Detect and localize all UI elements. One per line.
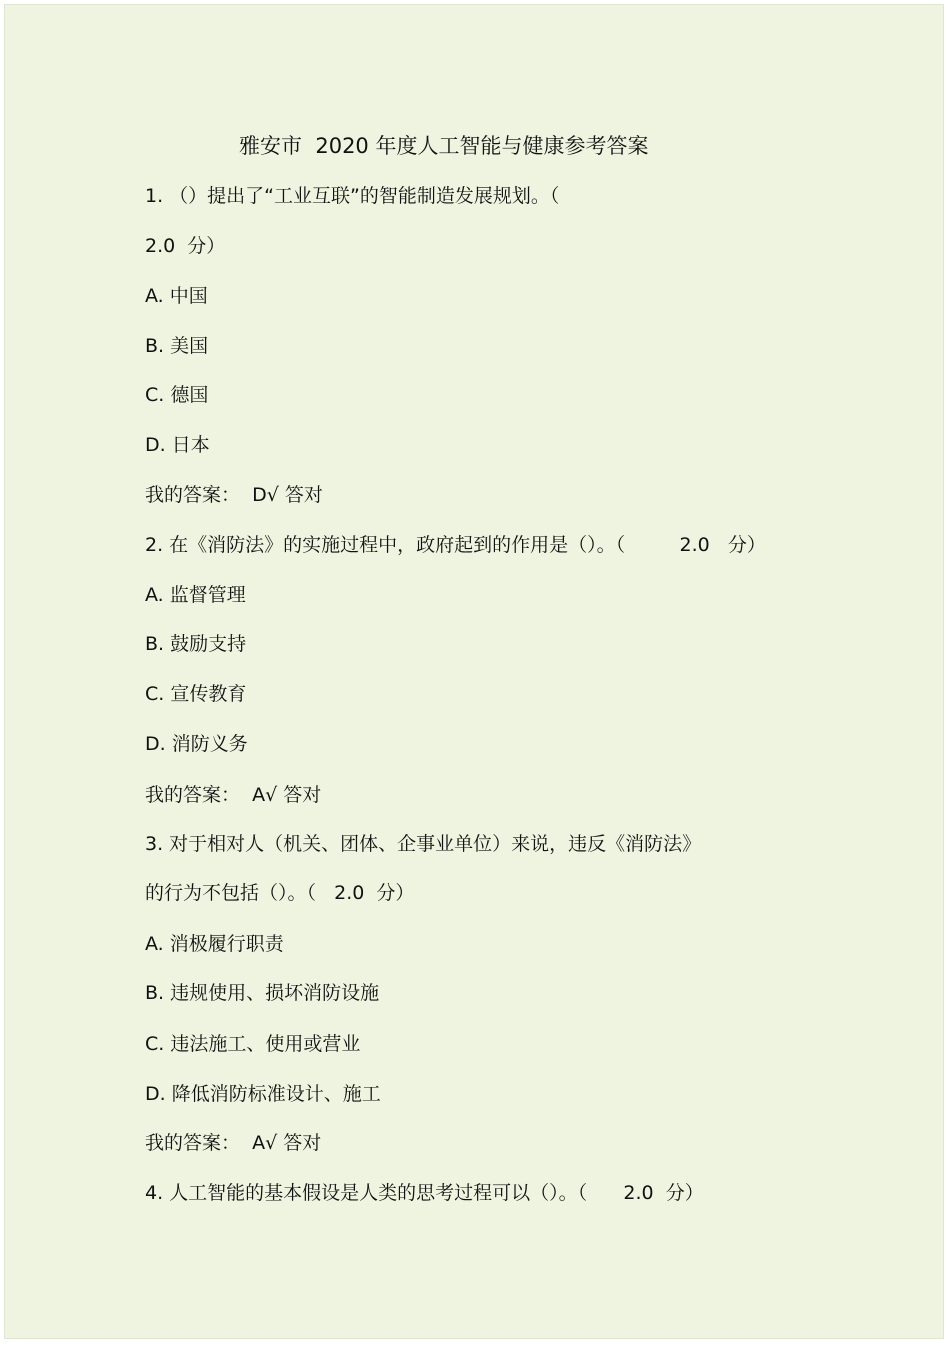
q1-option-c: C. 德国: [145, 384, 209, 406]
q2-option-a: A. 监督管理: [145, 584, 246, 606]
q2-option-c: C. 宣传教育: [145, 683, 247, 705]
q2-answer: 我的答案： A√ 答对: [145, 784, 322, 806]
q1-answer: 我的答案： D√ 答对: [145, 484, 323, 506]
q3-stem-line1: 3. 对于相对人（机关、团体、企事业单位）来说，违反《消防法》: [145, 833, 702, 855]
q2-option-b: B. 鼓励支持: [145, 633, 247, 655]
q3-option-a: A. 消极履行职责: [145, 933, 284, 955]
document-page: [4, 4, 944, 1339]
q2-option-d: D. 消防义务: [145, 733, 248, 755]
q1-option-d: D. 日本: [145, 434, 210, 456]
q3-answer: 我的答案： A√ 答对: [145, 1132, 322, 1154]
q3-stem-line2: 的行为不包括（）。（ 2.0 分）: [145, 882, 415, 904]
q1-option-a: A. 中国: [145, 285, 208, 307]
q3-option-d: D. 降低消防标准设计、施工: [145, 1083, 381, 1105]
document-title: 雅安市 2020 年度人工智能与健康参考答案: [239, 134, 649, 158]
q3-option-b: B. 违规使用、损坏消防设施: [145, 982, 380, 1004]
q4-stem: 4. 人工智能的基本假设是人类的思考过程可以（）。（ 2.0 分）: [145, 1182, 704, 1204]
q3-option-c: C. 违法施工、使用或营业: [145, 1033, 361, 1055]
q2-stem: 2. 在《消防法》的实施过程中，政府起到的作用是（）。（ 2.0 分）: [145, 534, 766, 556]
q1-stem-line1: 1. （）提出了“工业互联”的智能制造发展规划。（: [145, 185, 560, 207]
q1-stem-line2: 2.0 分）: [145, 235, 226, 257]
q1-option-b: B. 美国: [145, 335, 209, 357]
